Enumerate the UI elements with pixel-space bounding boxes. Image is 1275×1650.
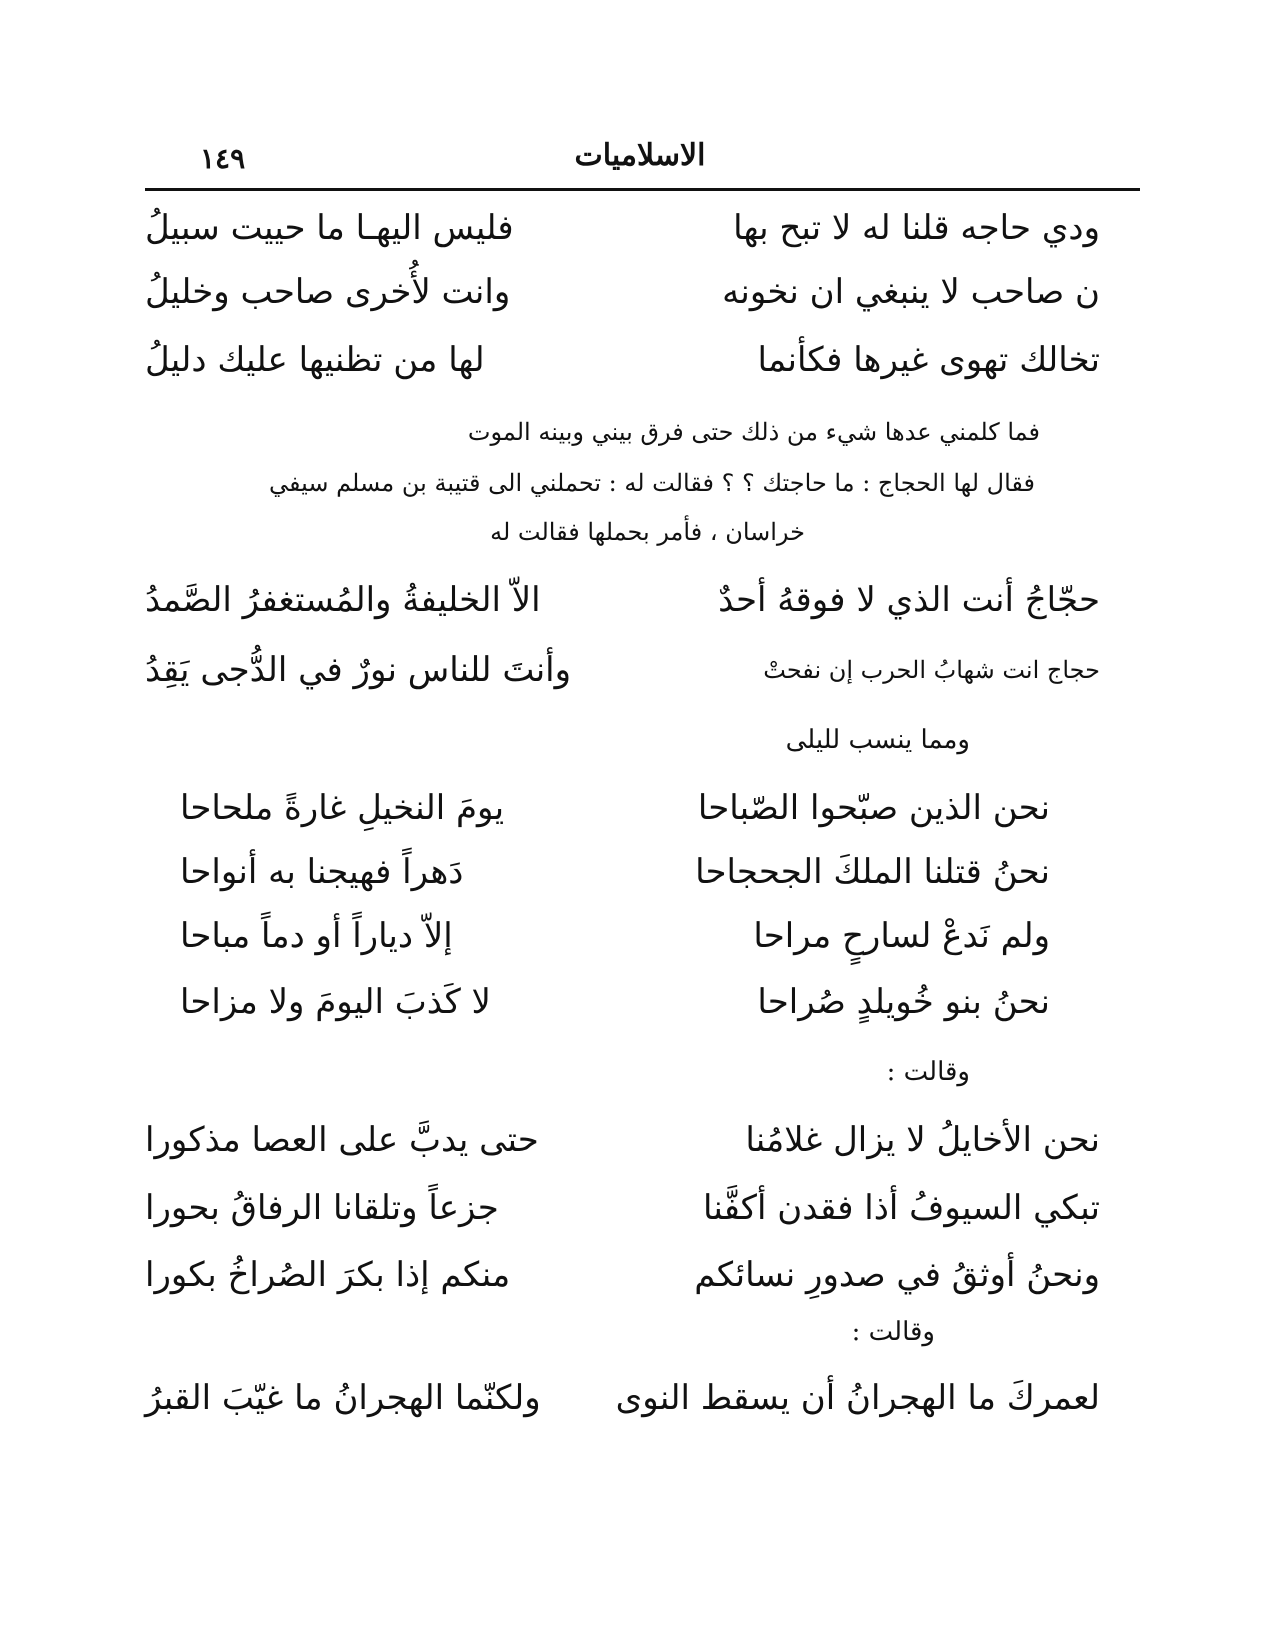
prose-line: خراسان ، فأمر بحملها فقالت له bbox=[490, 518, 805, 546]
section-heading: ومما ينسب لليلى bbox=[785, 725, 970, 755]
second-hemistich: منكم إذا بكرَ الصُراخُ بكورا bbox=[145, 1255, 511, 1295]
first-hemistich: تخالك تهوى غيرها فكأنما bbox=[757, 340, 1100, 380]
second-hemistich: يومَ النخيلِ غارةً ملحاحا bbox=[180, 788, 505, 828]
section-heading: وقالت : bbox=[886, 1057, 970, 1087]
first-hemistich: حجاج انت شهابُ الحرب إن نفحتْ bbox=[763, 656, 1100, 684]
header-rule bbox=[145, 188, 1140, 191]
second-hemistich: لا كَذبَ اليومَ ولا مزاحا bbox=[180, 982, 491, 1022]
verse-line bbox=[180, 842, 1050, 902]
second-hemistich: الاّ الخليفةُ والمُستغفرُ الصَّمدُ bbox=[145, 580, 541, 620]
second-hemistich: جزعاً وتلقانا الرفاقُ بحورا bbox=[145, 1188, 499, 1228]
second-hemistich: حتى يدبَّ على العصا مذكورا bbox=[145, 1120, 539, 1160]
running-title: الاسلاميات bbox=[574, 138, 706, 173]
section-heading: وقالت : bbox=[851, 1317, 935, 1347]
first-hemistich: ن صاحب لا ينبغي ان نخونه bbox=[722, 272, 1100, 312]
page-header bbox=[145, 128, 1135, 188]
first-hemistich: نحنُ بنو خُويلدٍ صُراحا bbox=[757, 982, 1050, 1022]
verse-line bbox=[145, 262, 1100, 322]
second-hemistich: وانت لأُخرى صاحب وخليلُ bbox=[145, 272, 511, 312]
first-hemistich: حجّاجُ أنت الذي لا فوقهُ أحدٌ bbox=[718, 580, 1100, 620]
page-number: ١٤٩ bbox=[200, 142, 246, 175]
verse-line bbox=[145, 1368, 1100, 1428]
verse-line bbox=[145, 1178, 1100, 1238]
first-hemistich: نحنُ قتلنا الملكَ الجحجاحا bbox=[695, 852, 1050, 892]
second-hemistich: لها من تظنيها عليك دليلُ bbox=[145, 340, 485, 380]
second-hemistich: ولكنّما الهجرانُ ما غيّبَ القبرُ bbox=[145, 1378, 541, 1418]
verse-line bbox=[145, 570, 1100, 630]
first-hemistich: لعمركَ ما الهجرانُ أن يسقط النوى bbox=[615, 1378, 1100, 1418]
verse-line bbox=[145, 330, 1100, 390]
second-hemistich: فليس اليهـا ما حييت سبيلُ bbox=[145, 208, 514, 248]
first-hemistich: ونحنُ أوثقُ في صدورِ نسائكم bbox=[694, 1255, 1100, 1295]
verse-line bbox=[145, 1110, 1100, 1170]
verse-line bbox=[145, 640, 1100, 700]
first-hemistich: ودي حاجه قلنا له لا تبح بها bbox=[733, 208, 1100, 248]
first-hemistich: تبكي السيوفُ أذا فقدن أكفَّنا bbox=[702, 1188, 1100, 1228]
verse-line bbox=[180, 906, 1050, 966]
second-hemistich: وأنتَ للناس نورٌ في الدُّجى يَقِدُ bbox=[145, 650, 572, 690]
verse-line bbox=[180, 972, 1050, 1032]
second-hemistich: إلاّ دياراً أو دماً مباحا bbox=[180, 916, 453, 956]
prose-line: فقال لها الحجاج : ما حاجتك ؟ ؟ فقالت له : تحملني الى قتيبة بن مسلم سيفي bbox=[268, 469, 1035, 497]
verse-line bbox=[145, 1245, 1100, 1305]
first-hemistich: نحن الذين صبّحوا الصّباحا bbox=[697, 788, 1050, 828]
verse-line bbox=[180, 778, 1050, 838]
first-hemistich: ولم نَدعْ لسارحٍ مراحا bbox=[753, 916, 1050, 956]
first-hemistich: نحن الأخايلُ لا يزال غلامُنا bbox=[745, 1120, 1100, 1160]
verse-line bbox=[145, 198, 1100, 258]
prose-line: فما كلمني عدها شيء من ذلك حتى فرق بيني وبينه الموت bbox=[467, 418, 1040, 446]
second-hemistich: دَهراً فهيجنا به أنواحا bbox=[180, 852, 464, 892]
